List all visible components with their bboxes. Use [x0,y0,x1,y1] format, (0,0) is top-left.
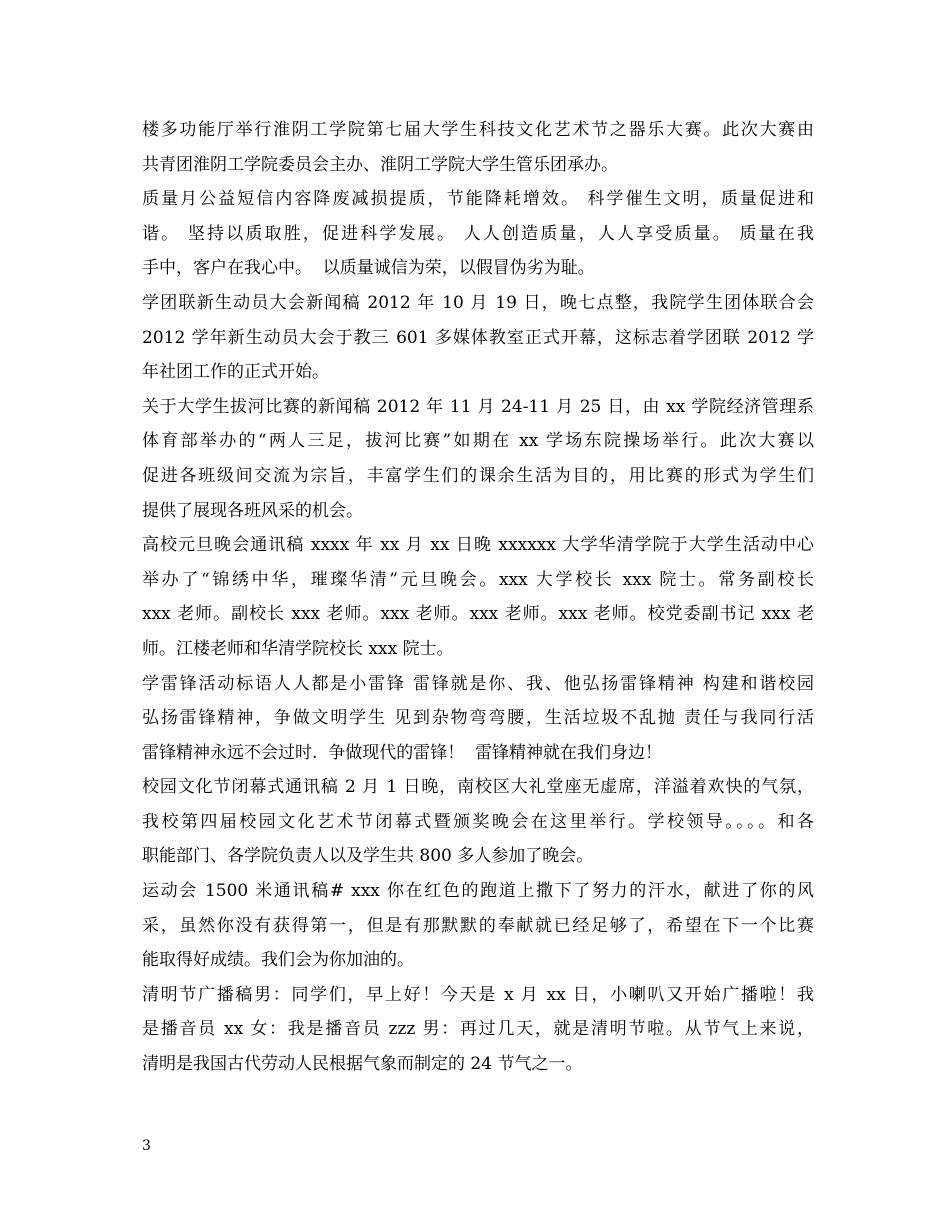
text-line: 弘扬雷锋精神，争做文明学生 见到杂物弯弯腰，生活垃圾不乱抛 责任与我同行活 [142,708,814,729]
text-line: 采，虽然你没有获得第一，但是有那默默的奉献就已经足够了，希望在下一个比赛 [142,915,814,936]
text-line: 是播音员 xx 女：我是播音员 zzz 男：再过几天，就是清明节啦。从节气上来说， [142,1019,814,1040]
text-line: 谐。 坚持以质取胜，促进科学发展。 人人创造质量，人人享受质量。 质量在我 [142,223,814,244]
text-line: 楼多功能厅举行淮阴工学院第七届大学生科技文化艺术节之器乐大赛。此次大赛由 [142,120,814,140]
text-line: 清明节广播稿男：同学们，早上好！今天是 x 月 xx 日，小喇叭又开始广播啦！我 [142,984,814,1005]
text-line: 提供了展现各班风采的机会。 [142,500,363,521]
text-line: 雷锋精神永远不会过时. 争做现代的雷锋！ 雷锋精神就在我们身边！ [142,742,663,763]
paragraph [142,667,814,771]
text-line: 质量月公益短信内容降废减损提质，节能降耗增效。 科学催生文明，质量促进和 [142,189,814,210]
text-line: 能取得好成绩。我们会为你加油的。 [142,950,414,971]
text-line: 运动会 1500 米通讯稿# xxx 你在红色的跑道上撒下了努力的汗水，献进了你的风 [142,881,814,902]
text-line: 职能部门、各学院负责人以及学生共 800 多人参加了晚会。 [142,846,594,867]
paragraph [142,286,814,390]
page-number: 3 [142,1138,151,1154]
text-line: 关于大学生拔河比赛的新闻稿 2012 年 11 月 24-11 月 25 日，由 xx 学院经济管理系 [142,396,814,417]
text-line: 学雷锋活动标语人人都是小雷锋 雷锋就是你、我、他弘扬雷锋精神 构建和谐校园 [142,673,814,694]
text-line: 共青团淮阴工学院委员会主办、淮阴工学院大学生管乐团承办。 [142,154,618,175]
document-body [142,113,814,1082]
text-line: 学团联新生动员大会新闻稿 2012 年 10 月 19 日，晚七点整，我院学生团体联合会 [142,292,814,313]
paragraph [142,390,814,528]
paragraph [142,770,814,874]
text-line: 促进各班级间交流为宗旨，丰富学生们的课余生活为目的，用比赛的形式为学生们 [142,465,814,486]
paragraph [142,874,814,978]
text-line: 高校元旦晚会通讯稿 xxxx 年 xx 月 xx 日晚 xxxxxx 大学华清学院于大学生活动中心 [142,535,814,556]
text-line: 清明是我国古代劳动人民根据气象而制定的 24 节气之一。 [142,1054,583,1075]
text-line: 校园文化节闭幕式通讯稿 2 月 1 日晚，南校区大礼堂座无虚席，洋溢着欢快的气氛， [142,777,814,798]
text-line: 师。江楼老师和华清学院校长 xxx 院士。 [142,638,454,659]
text-line: 年社团工作的正式开始。 [142,362,329,383]
paragraph [142,528,814,666]
text-line: 举办了“锦绣中华，璀璨华清”元旦晚会。xxx 大学校长 xxx 院士。常务副校长 [142,569,814,590]
paragraph [142,978,814,1082]
text-line: 体育部举办的“两人三足，拔河比赛”如期在 xx 学场东院操场举行。此次大赛以 [142,431,814,452]
text-line: 手中，客户在我心中。 以质量诚信为荣，以假冒伪劣为耻。 [142,258,595,279]
text-line: 2012 学年新生动员大会于教三 601 多媒体教室正式开幕，这标志着学团联 2012 学 [142,327,814,348]
paragraph [142,113,814,182]
text-line: 我校第四届校园文化艺术节闭幕式暨颁奖晚会在这里举行。学校领导。。。。和各 [142,811,814,832]
paragraph [142,182,814,286]
text-line: xxx 老师。副校长 xxx 老师。xxx 老师。xxx 老师。xxx 老师。校党委副书记 xxx 老 [142,604,814,625]
